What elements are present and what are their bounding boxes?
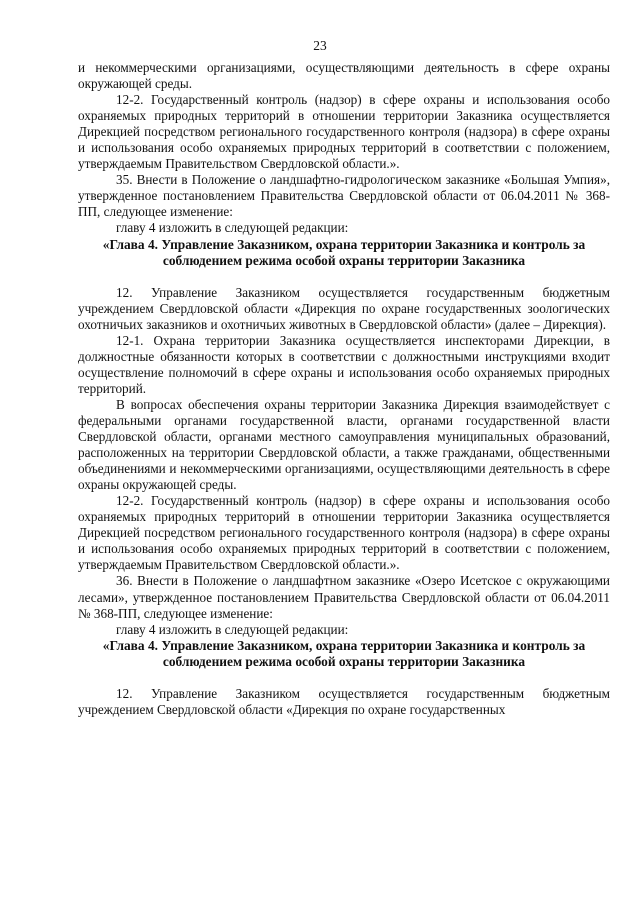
document-body <box>78 60 610 718</box>
spacer <box>78 670 610 686</box>
paragraph-interaction: В вопросах обеспечения охраны территории Заказника Дирекция взаимодействует с федеральными органами государственной власти, органами государственной власти Свердловской области, органами местного самоуправления муниципальных образований, расположенных на территории Свердловской области, а также гражданами, общественными объединениями и некоммерческими организациями, осуществляющими деятельность в сфере охраны окружающей среды. <box>78 396 610 493</box>
paragraph-12-2: 12-2. Государственный контроль (надзор) в сфере охраны и использования особо охраняемых природных территорий в отношении территории Заказника осуществляется Дирекцией посредством регионального государственного контроля (надзора) в сфере охраны и использования особо охраняемых природных территорий в соответствии с положением, утверждаемым Правительством Свердловской области.». <box>78 92 610 172</box>
paragraph-continuation: и некоммерческими организациями, осуществляющими деятельность в сфере охраны окружающей среды. <box>78 60 610 92</box>
spacer <box>78 269 610 285</box>
paragraph-12: 12. Управление Заказником осуществляется государственным бюджетным учреждением Свердловской области «Дирекция по охране государственных <box>78 685 610 717</box>
paragraph-item-35: 35. Внести в Положение о ландшафтно-гидрологическом заказнике «Большая Умпия», утвержденное постановлением Правительства Свердловской области от 06.04.2011 № 368-ПП, следующее изменение: <box>78 172 610 220</box>
chapter-heading: «Глава 4. Управление Заказником, охрана территории Заказника и контроль за соблюдением режима особой охраны территории Заказника <box>102 637 586 669</box>
page-number: 23 <box>313 38 327 53</box>
paragraph-12-2: 12-2. Государственный контроль (надзор) в сфере охраны и использования особо охраняемых природных территорий в отношении территории Заказника осуществляется Дирекцией посредством регионального государственного контроля (надзора) в сфере охраны и использования особо охраняемых природных территорий в соответствии с положением, утверждаемым Правительством Свердловской области.». <box>78 493 610 573</box>
paragraph-12-1: 12-1. Охрана территории Заказника осуществляется инспекторами Дирекции, в должностные обязанности которых в соответствии с должностными инструкциями входит осуществление полномочий в сфере охраны и использования особо охраняемых природных территорий. <box>78 332 610 396</box>
chapter-heading: «Глава 4. Управление Заказником, охрана территории Заказника и контроль за соблюдением режима особой охраны территории Заказника <box>102 236 586 268</box>
paragraph-chapter-instruction: главу 4 изложить в следующей редакции: <box>116 621 349 637</box>
paragraph-chapter-instruction: главу 4 изложить в следующей редакции: <box>116 220 349 236</box>
paragraph-item-36: 36. Внести в Положение о ландшафтном заказнике «Озеро Исетское с окружающими лесами», утвержденное постановлением Правительства Свердловской области от 06.04.2011 № 368-ПП, следующее изменение: <box>78 573 610 621</box>
paragraph-12: 12. Управление Заказником осуществляется государственным бюджетным учреждением Свердловской области «Дирекция по охране государственных зоологических охотничьих заказников и охотничьих животных в Свердловской области» (далее – Дирекция). <box>78 284 610 332</box>
